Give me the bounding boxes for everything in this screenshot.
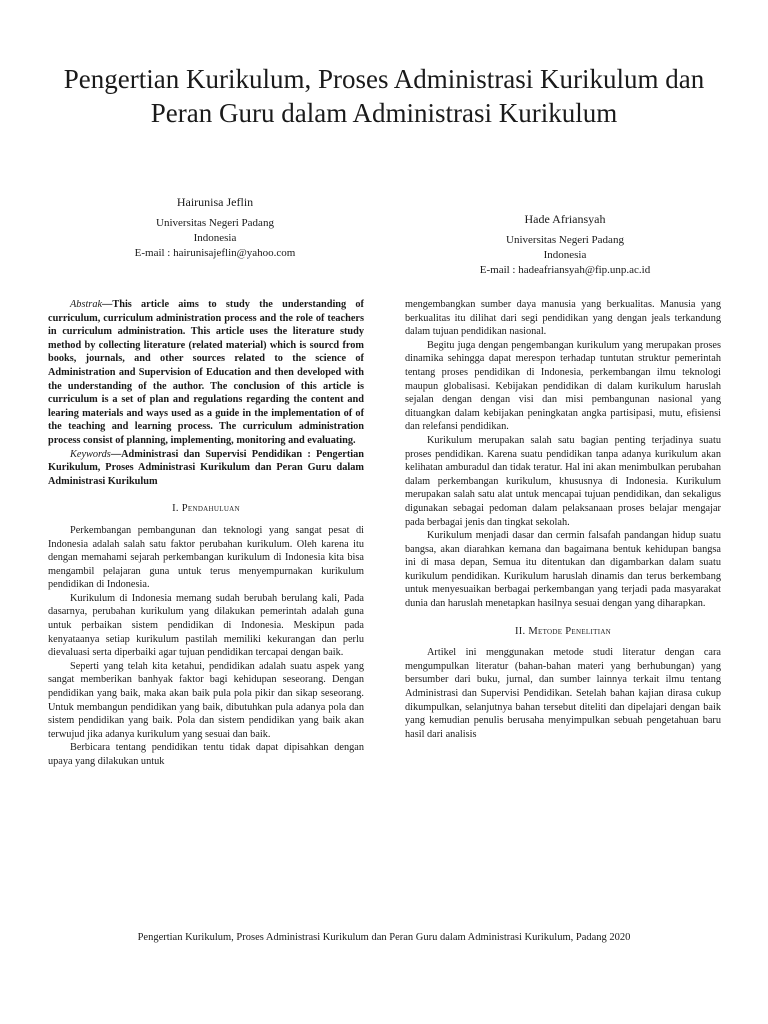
paragraph: mengembangkan sumber daya manusia yang berkualitas. Manusia yang berkualitas itu dilihat dari segi pendidikan yang dengan jeals terkandung dalam tujuan pendidikan nasional.	[405, 299, 721, 338]
page-footer: Pengertian Kurikulum, Proses Administrasi Kurikulum dan Peran Guru dalam Administrasi Kurikulum, Padang 2020	[137, 932, 631, 943]
author-email: E-mail : hairunisajeflin@yahoo.com	[134, 247, 296, 259]
right-column	[405, 298, 721, 741]
abstract	[48, 298, 364, 448]
paragraph: Seperti yang telah kita ketahui, pendidikan adalah suatu aspek yang sangat memberikan banhyak faktor bagi kehidupan seseorang. Dengan pendidikan yang baik, maka akan baik pula pola pikir dan sikap seseorang. Untuk membangun pendidikan yang baik, dibutuhkan pula adanya pola dan sistem pendidikan yang baik. Pola dan sistem pendidikan yang baik akan terwujud jika adanya kurikulum yang sesuai dan baik.	[48, 660, 364, 740]
author-country: Indonesia	[543, 249, 587, 261]
paragraph: Artikel ini menggunakan metode studi literatur dengan cara mengumpulkan literatur (bahan-bahan materi yang berhubungan) yang bersumber dari buku, jurnal, dan sumber lainnya terkait ilmu tentang Administrasi dan Supervisi Pendidikan. Setelah bahan kajian dirasa cukup dikumpulkan, selanjutnya bahan tersebut diteliti dan dipelajari dengan baik yang kemudian penulis berusaha menyimpulkan sebuah pengetahuan baru hasil dari analisis	[405, 647, 721, 740]
author-block-2	[445, 212, 685, 278]
keywords-label: Keywords	[70, 448, 111, 460]
left-column	[48, 298, 364, 769]
paragraph: Kurikulum merupakan salah satu bagian penting terjadinya suatu proses pendidikan. Karena suatu pendidikan tanpa adanya kurikulum akan kelihatan amburadul dan tidak teratur. Hal ini akan menimbulkan perubahan dalam perkembangan kurikulum, khususnya di Indonesia. Kurikulum merupakan salah satu alat untuk mencapai tujuan pendidikan, dan sekaligus digunakan sebagai pedoman dalam pelaksanaan proses belajar mengajar pada berbagai jenis dan tingkat sekolah.	[405, 434, 721, 528]
paragraph: Perkembangan pembangunan dan teknologi yang sangat pesat di Indonesia adalah salah satu faktor perubahan kurikulum. Oleh karena itu dengan memahami sejarah perkembangan kurikulum di Indonesia kita bisa mengambil pelajaran guna untuk terus menyempurnakan kurikulum pendidikan di Indonesia.	[48, 524, 364, 591]
author-affiliation: Universitas Negeri Padang	[506, 234, 624, 246]
paragraph: Kurikulum menjadi dasar dan cermin falsafah pandangan hidup suatu bangsa, akan diarahkan kemana dan bagaimana bentuk kehidupan bangsa ini di masa depan, Semua itu ditentukan dan digambarkan dalam suatu kurikulum pendidikan. Kurikulum haruslah dinamis dan terus berkembang untuk menyesuaikan berbagai perkembangan yang terjadi pada masyarakat dunia dan haruslah menetapkan hasilnya sesuai dengan yang diharapkan.	[405, 530, 721, 610]
author-email: E-mail : hadeafriansyah@fip.unp.ac.id	[479, 264, 651, 276]
paragraph: Berbicara tentang pendidikan tentu tidak dapat dipisahkan dengan upaya yang dilakukan untuk	[48, 742, 364, 767]
author-block-1	[100, 195, 330, 261]
keywords	[48, 448, 364, 489]
section-heading-intro: I. Pendahuluan	[172, 503, 240, 515]
author-affiliation: Universitas Negeri Padang	[156, 217, 274, 229]
paper-title: Pengertian Kurikulum, Proses Administrasi Kurikulum dan Peran Guru dalam Administrasi Kurikulum	[63, 64, 705, 128]
paragraph: Begitu juga dengan pengembangan kurikulum yang merupakan proses dinamika sehingga dapat merespon terhadap tuntutan struktur pemerintah tentang proses pendidikan di Indonesia, perkembangan ilmu teknologi maupun globalisasi. Kebijakan pendidikan di dalam kurikulum haruslah sejalan dengan dengan visi dan misi pembangunan nasional yang dituangkan dalam kebijakan peningkatan angka partisipasi, mutu, efisiensi dan relefansi pendidikan.	[405, 339, 721, 433]
section-heading-method: II. Metode Penelitian	[514, 625, 612, 637]
paragraph: Kurikulum di Indonesia memang sudah berubah berulang kali, Pada dasarnya, perubahan kurikulum yang dilakukan pemerintah adalah guna untuk perbaikan sistem pendidikan di Indonesia. Meskipun pada kenyataanya setiap kurikulum pastilah memiliki kekurangan dan perlu dievaluasi serta diperbaiki agar tujuan pendidikan tercapai dengan baik.	[48, 592, 364, 659]
abstract-text: —This article aims to study the understanding of curriculum, curriculum administration process and the role of teachers in curriculum administration. This article uses the literature study method by collecting literature (related material) which is sourcd from books, journals, and other sources related to the science of Administration and Supervision of Education and then developed with the understanding of the author. The conclusion of this article is curriculum is a set of plan and regulations regarding the content and learing materials and ways used as a guide in the implementation of of the teaching and learning process. The curriculum administration process consist of planning, implementing, monitoring and evaluating.	[48, 299, 364, 446]
author-name: Hairunisa Jeflin	[176, 195, 254, 209]
keywords-text: —Administrasi dan Supervisi Pendidikan : Pengertian Kurikulum, Proses Administrasi Kurikulum dan Peran Guru dalam Administrasi Kurikulum	[48, 448, 364, 487]
author-name: Hade Afriansyah	[524, 212, 606, 226]
author-country: Indonesia	[193, 232, 237, 244]
abstract-label: Abstrak	[70, 299, 103, 310]
